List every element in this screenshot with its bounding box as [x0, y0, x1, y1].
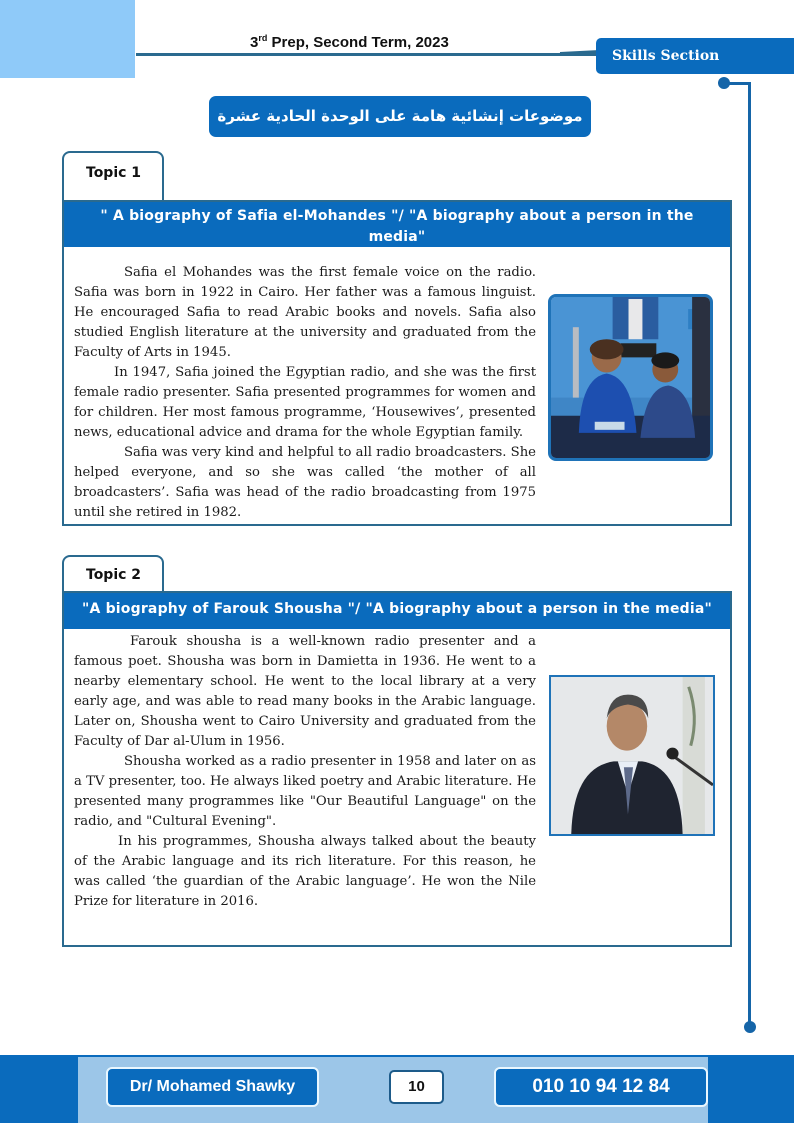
farouk-photo-illustration: [551, 677, 713, 834]
topic-1-text: [74, 263, 536, 523]
farouk-photo: [549, 675, 715, 836]
topic-2-paragraph: Shousha worked as a radio presenter in 1958 and later on as a TV presenter, too. He always liked poetry and Arabic literature. He presented many programmes like "Our Beautiful Language" on the radio, and "Cultural Evening".: [74, 754, 536, 829]
topic-1-title: " A biography of Safia el-Mohandes "/ "A biography about a person in the media": [64, 202, 730, 247]
page-header-title: 3rd Prep, Second Term, 2023: [250, 33, 449, 51]
topic-2-text: [74, 632, 536, 912]
safia-photo-illustration: [551, 297, 710, 458]
topic-1-box: [62, 200, 732, 526]
topic-1-paragraph: In 1947, Safia joined the Egyptian radio, and she was the first female radio presenter. Safia presented programmes for women and for children. Her most famous programme, ‘Housewives’, presented news, educational advice and drama for the whole Egyptian family.: [74, 365, 536, 440]
topic-1-paragraph: Safia el Mohandes was the first female voice on the radio. Safia was born in 1922 in Cairo. Her father was a famous linguist. He encouraged Safia to read Arabic books and novels. Safia also studied English literature at the university and graduated from the Faculty of Arts in 1945.: [74, 265, 536, 360]
author-badge: Dr/ Mohamed Shawky: [106, 1067, 319, 1107]
rail-dot-bottom-icon: [744, 1021, 756, 1033]
corner-decoration: [0, 0, 135, 78]
phone-badge: 010 10 94 12 84: [494, 1067, 708, 1107]
topic-2-paragraph: In his programmes, Shousha always talked about the beauty of the Arabic language and its rich literature. For this reason, he was called ‘the guardian of the Arabic language’. He won the Nile Prize for literature in 2016.: [74, 834, 536, 909]
header-divider: [136, 53, 596, 56]
safia-photo: [548, 294, 713, 461]
unit-banner: موضوعات إنشائية هامة على الوحدة الحادية عشرة: [209, 96, 591, 137]
topic-2-box: [62, 591, 732, 947]
rail-connector: [724, 82, 750, 85]
topic-2-title: "A biography of Farouk Shousha "/ "A biography about a person in the media": [64, 593, 730, 629]
topic-2-tab: Topic 2: [62, 555, 164, 593]
side-rail: [748, 82, 751, 1027]
section-tab: Skills Section: [596, 38, 794, 74]
page-number: 10: [389, 1070, 444, 1104]
topic-1-tab: Topic 1: [62, 151, 164, 203]
topic-1-paragraph: Safia was very kind and helpful to all radio broadcasters. She helped everyone, and so she was called ‘the mother of all broadcasters’. Safia was head of the radio broadcasting from 1975 until she retired in 1982.: [74, 445, 536, 520]
topic-2-paragraph: Farouk shousha is a well-known radio presenter and a famous poet. Shousha was born in Damietta in 1936. He went to a nearby elementary school. He went to the local library at a very early age, and was able to read many books in the Arabic language. Later on, Shousha went to Cairo University and graduated from the Faculty of Dar al-Ulum in 1956.: [74, 634, 536, 749]
